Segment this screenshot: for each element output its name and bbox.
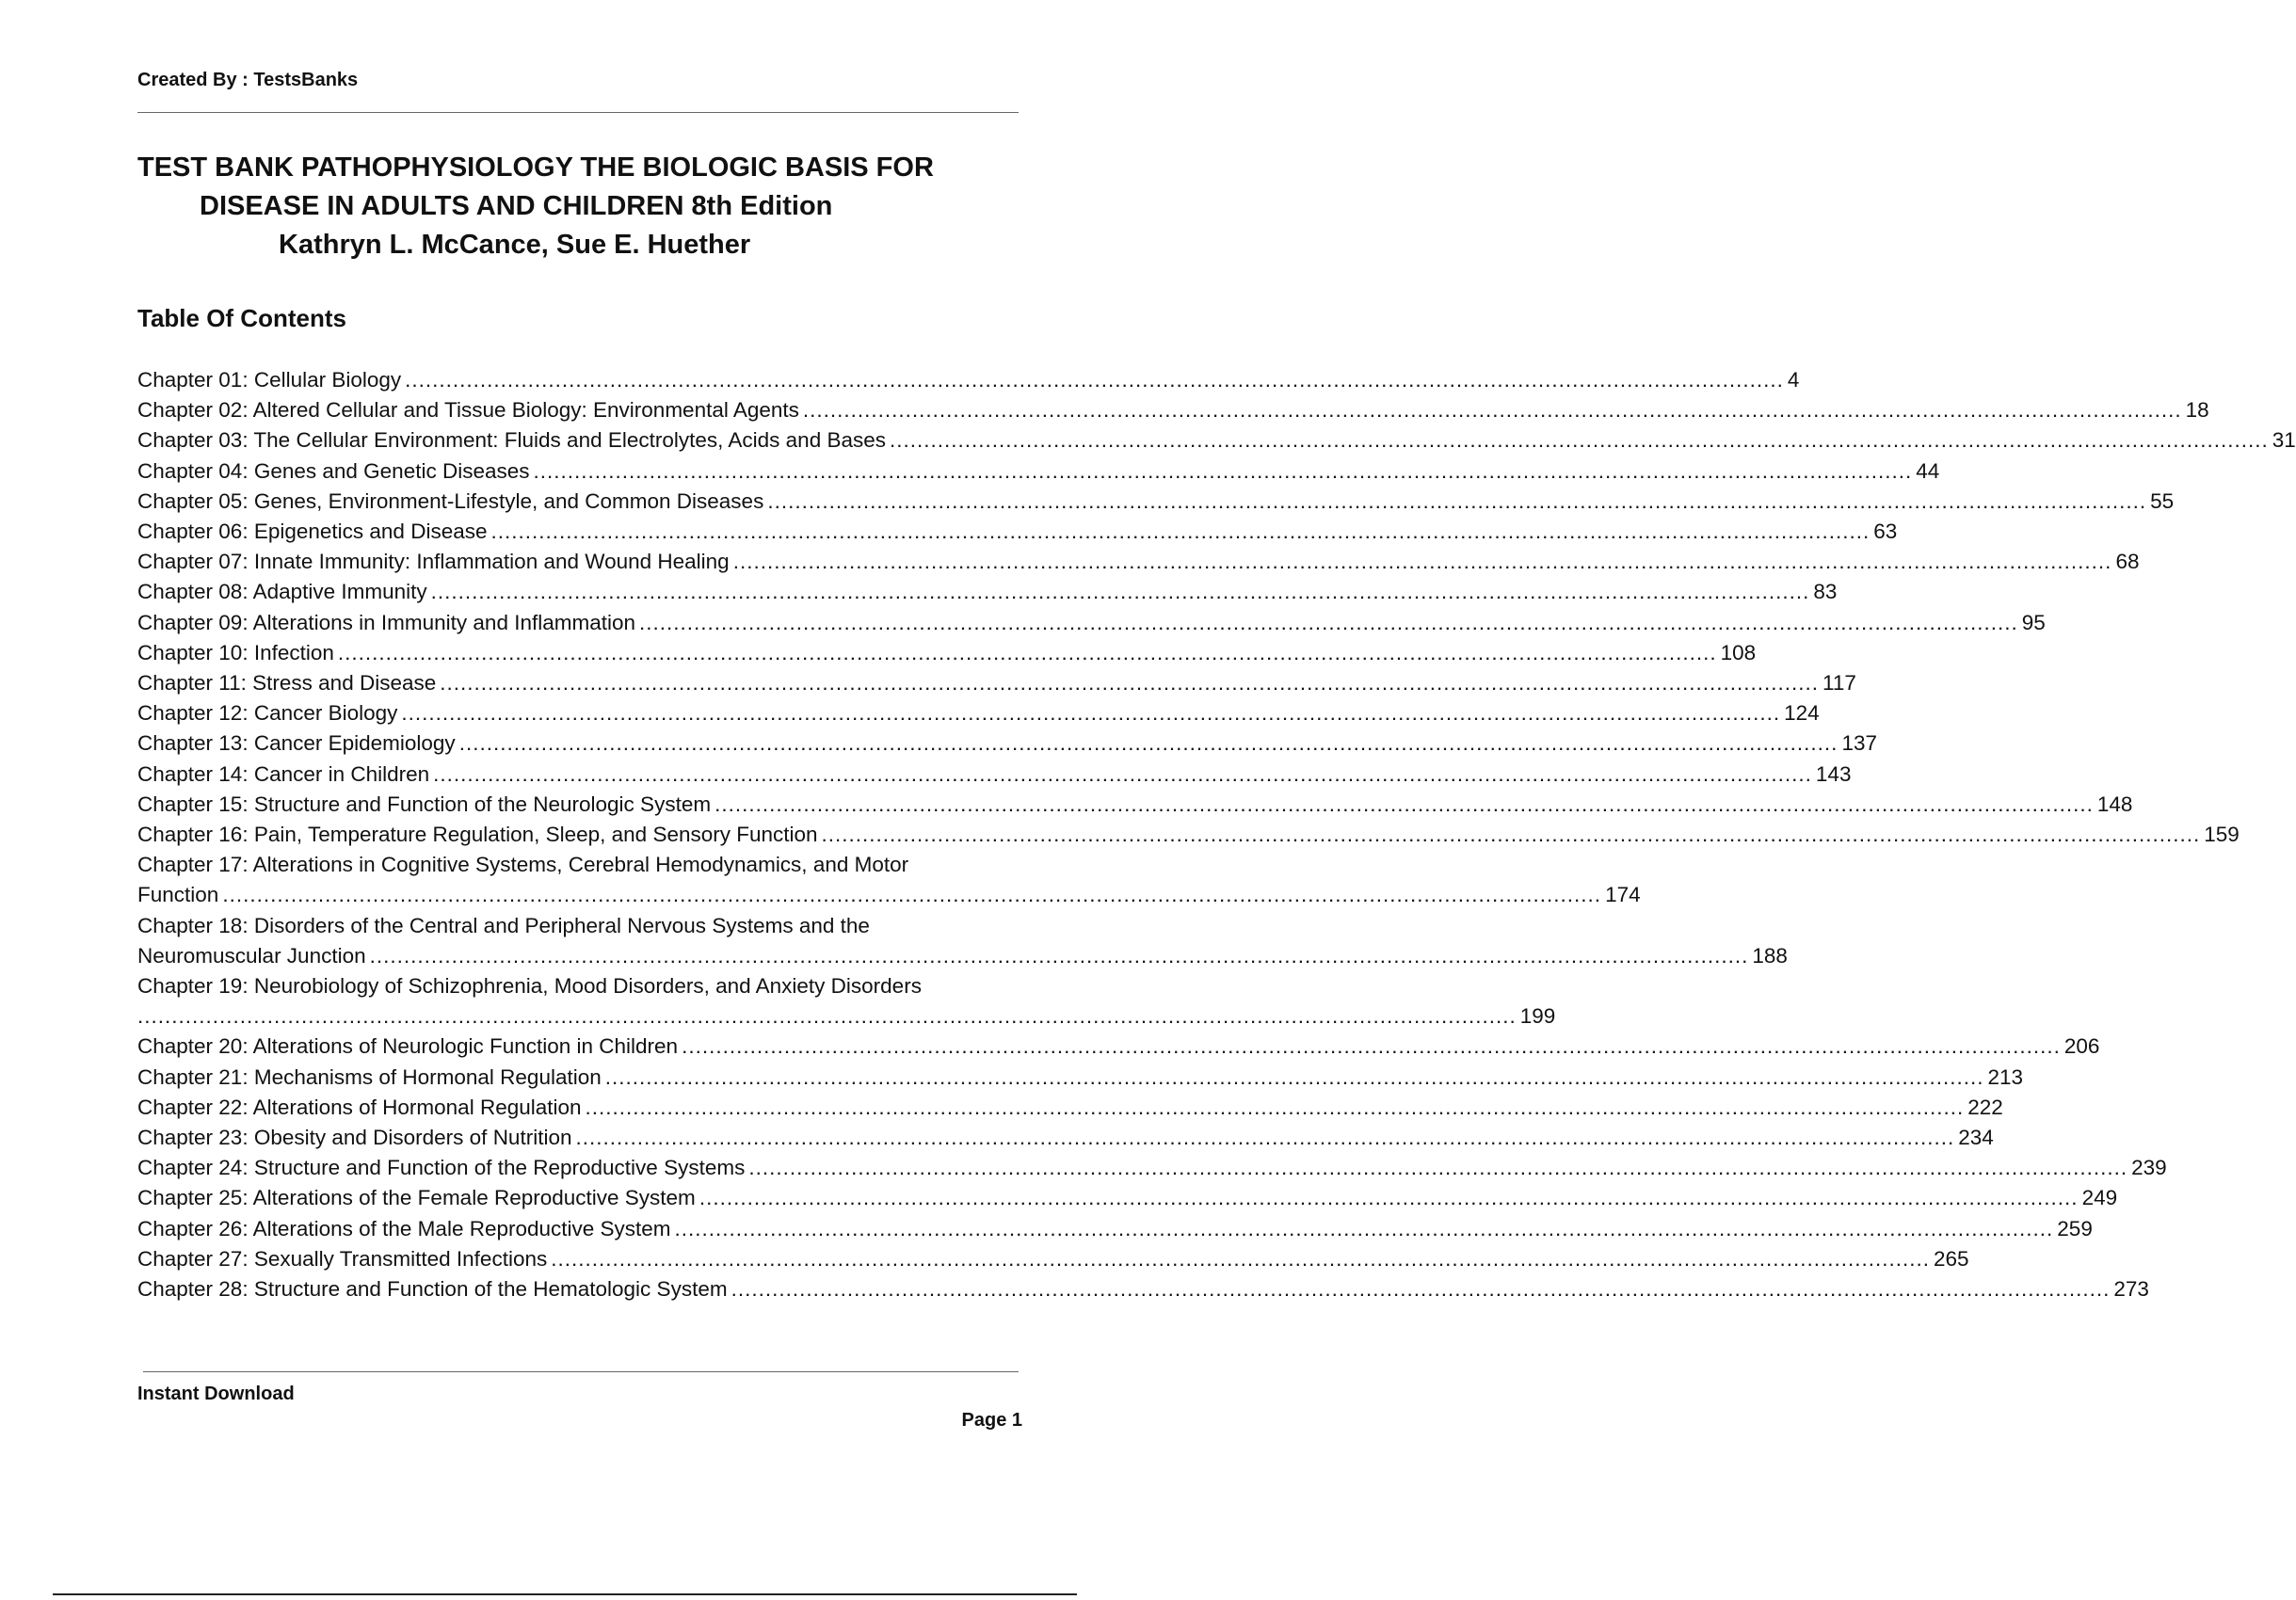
toc-page-number: 199 — [1519, 1004, 1556, 1029]
toc-page-number: 44 — [1916, 458, 1940, 483]
toc-entry-label: Chapter 16: Pain, Temperature Regulation, Sleep, and Sensory Function — [137, 823, 818, 847]
toc-page-number: 4 — [1787, 368, 1800, 392]
toc-leader-dots: .......................................................................................................................................................................................................... — [674, 1216, 2054, 1240]
toc-page-number: 68 — [2115, 550, 2140, 574]
toc-leader-dots: .......................................................................................................................................................................................................... — [433, 761, 1812, 786]
title-line-1: TEST BANK PATHOPHYSIOLOGY THE BIOLOGIC BASIS FOR — [137, 152, 934, 183]
toc-page-number: 174 — [1605, 883, 1641, 907]
toc-entry-label: Chapter 13: Cancer Epidemiology — [137, 731, 456, 756]
toc-leader-dots: .......................................................................................................................................................................................................... — [369, 943, 1749, 968]
toc-page-number: 265 — [1933, 1246, 1969, 1271]
toc-page-number: 249 — [2081, 1186, 2118, 1210]
toc-leader-dots: .......................................................................................................................................................................................................... — [585, 1095, 1965, 1119]
toc-page-number: 222 — [1967, 1095, 2003, 1119]
toc-page-number: 124 — [1784, 701, 1820, 726]
toc-entry-label: Chapter 05: Genes, Environment-Lifestyle, and Common Diseases — [137, 488, 764, 513]
toc-entry[interactable] — [137, 577, 1838, 607]
toc-leader-dots: .......................................................................................................................................................................................................... — [430, 580, 1810, 604]
toc-entry[interactable] — [137, 1274, 2149, 1304]
document-title — [137, 149, 1041, 264]
toc-page-number: 159 — [2204, 823, 2240, 847]
toc-page-number: 31 — [2272, 428, 2296, 453]
toc-leader-dots: .......................................................................................................................................................................................................... — [337, 640, 1717, 664]
toc-page-number: 188 — [1752, 943, 1788, 968]
page-bottom-edge — [53, 1593, 1077, 1595]
toc-entry-label: Chapter 03: The Cellular Environment: Fluids and Electrolytes, Acids and Bases — [137, 428, 886, 453]
toc-page-number: 148 — [2096, 792, 2133, 816]
toc-entry[interactable] — [137, 728, 1877, 759]
toc-entry-label: Chapter 28: Structure and Function of the Hematologic System — [137, 1277, 728, 1302]
toc-entry-label: Chapter 09: Alterations in Immunity and Inflammation — [137, 610, 636, 634]
toc-page-number: 137 — [1841, 731, 1877, 756]
toc-leader-dots: .......................................................................................................................................................................................................... — [551, 1246, 1930, 1271]
toc-entry[interactable] — [137, 790, 2133, 820]
toc-entry[interactable] — [137, 1093, 2003, 1123]
toc-entry[interactable] — [137, 1123, 1994, 1153]
toc-entry[interactable] — [137, 971, 1556, 1032]
toc-entry[interactable] — [137, 1244, 1969, 1274]
toc-entry[interactable] — [137, 547, 2140, 577]
toc-entry[interactable] — [137, 820, 2240, 850]
toc-entry-label: Chapter 25: Alterations of the Female Reproductive System — [137, 1186, 696, 1210]
toc-entry-label-continued: Function — [137, 883, 219, 907]
toc-entry[interactable] — [137, 395, 2209, 425]
toc-page-number: 234 — [1958, 1126, 1994, 1150]
toc-entry-label-continued: Neuromuscular Junction — [137, 943, 366, 968]
toc-entry[interactable] — [137, 365, 1800, 395]
toc-leader-dots: .......................................................................................................................................................................................................... — [731, 1277, 2111, 1302]
toc-entry-label: Chapter 17: Alterations in Cognitive Systems, Cerebral Hemodynamics, and Motor — [137, 853, 909, 877]
toc-entry[interactable] — [137, 456, 1940, 487]
toc-entry-label: Chapter 24: Structure and Function of the Reproductive Systems — [137, 1156, 746, 1180]
toc-entry-label: Chapter 11: Stress and Disease — [137, 671, 437, 696]
toc-entry[interactable] — [137, 608, 2046, 638]
toc-page-number: 239 — [2131, 1156, 2167, 1180]
toc-page-number: 117 — [1822, 671, 1856, 696]
toc-entry[interactable] — [137, 1183, 2118, 1213]
toc-leader-dots: .......................................................................................................................................................................................................... — [767, 488, 2147, 513]
toc-entry-label: Chapter 20: Alterations of Neurologic Function in Children — [137, 1034, 679, 1059]
toc-entry[interactable] — [137, 517, 1898, 547]
toc-page-number: 273 — [2113, 1277, 2149, 1302]
toc-page-number: 63 — [1873, 520, 1898, 544]
footer-divider — [143, 1371, 1019, 1372]
toc-entry[interactable] — [137, 760, 1852, 790]
toc-leader-dots: .......................................................................................................................................................................................................... — [137, 1004, 1517, 1029]
toc-entry-label: Chapter 26: Alterations of the Male Reproductive System — [137, 1216, 671, 1240]
toc-entry[interactable] — [137, 698, 1820, 728]
page-number: Page 1 — [961, 1410, 1022, 1431]
toc-entry-label: Chapter 15: Structure and Function of the Neurologic System — [137, 792, 712, 816]
toc-entry-label: Chapter 19: Neurobiology of Schizophrenia, Mood Disorders, and Anxiety Disorders — [137, 974, 922, 999]
toc-entry[interactable] — [137, 425, 2296, 456]
toc-leader-dots: .......................................................................................................................................................................................................... — [682, 1034, 2061, 1059]
toc-entry-label: Chapter 07: Innate Immunity: Inflammation and Wound Healing — [137, 550, 730, 574]
toc-page-number: 206 — [2063, 1034, 2100, 1059]
toc-entry[interactable] — [137, 487, 2175, 517]
toc-page-number: 259 — [2057, 1216, 2093, 1240]
toc-page-number: 143 — [1815, 761, 1852, 786]
header-divider — [137, 112, 1019, 113]
toc-entry-label: Chapter 04: Genes and Genetic Diseases — [137, 458, 530, 483]
toc-leader-dots: .......................................................................................................................................................................................................... — [732, 550, 2112, 574]
toc-entry-label: Chapter 08: Adaptive Immunity — [137, 580, 427, 604]
toc-entry-label: Chapter 06: Epigenetics and Disease — [137, 520, 488, 544]
toc-entry-continuation — [137, 941, 1788, 971]
toc-page-number: 213 — [1987, 1064, 2024, 1089]
title-line-2: DISEASE IN ADULTS AND CHILDREN 8th Edition — [200, 191, 833, 221]
footer-instant-download: Instant Download — [137, 1384, 295, 1404]
toc-heading: Table Of Contents — [137, 304, 346, 332]
toc-entry-label: Chapter 23: Obesity and Disorders of Nutrition — [137, 1126, 572, 1150]
toc-leader-dots: .......................................................................................................................................................................................................... — [714, 792, 2094, 816]
toc-leader-dots: .......................................................................................................................................................................................................... — [821, 823, 2201, 847]
toc-leader-dots: .......................................................................................................................................................................................................... — [575, 1126, 1955, 1150]
toc-entry-label: Chapter 27: Sexually Transmitted Infections — [137, 1246, 548, 1271]
toc-entry-continuation — [137, 1001, 1556, 1032]
toc-leader-dots: .......................................................................................................................................................................................................... — [604, 1064, 1984, 1089]
toc-entry[interactable] — [137, 911, 1788, 971]
toc-entry-label: Chapter 22: Alterations of Hormonal Regulation — [137, 1095, 582, 1119]
toc-entry[interactable] — [137, 1214, 2093, 1244]
toc-leader-dots: .......................................................................................................................................................................................................... — [698, 1186, 2079, 1210]
toc-leader-dots: .......................................................................................................................................................................................................... — [802, 398, 2182, 423]
toc-page-number: 95 — [2021, 610, 2046, 634]
toc-entry-continuation — [137, 880, 1641, 910]
toc-entry[interactable] — [137, 1153, 2167, 1183]
title-authors: Kathryn L. McCance, Sue E. Huether — [279, 230, 751, 260]
toc-entry-label: Chapter 01: Cellular Biology — [137, 368, 402, 392]
toc-page-number: 18 — [2185, 398, 2209, 423]
toc-page-number: 55 — [2150, 488, 2175, 513]
toc-entry[interactable] — [137, 638, 1757, 668]
toc-leader-dots: .......................................................................................................................................................................................................... — [533, 458, 1913, 483]
toc-leader-dots: .......................................................................................................................................................................................................... — [405, 368, 1784, 392]
header-created-by: Created By : TestsBanks — [137, 70, 359, 90]
toc-leader-dots: .......................................................................................................................................................................................................... — [222, 883, 1602, 907]
toc-leader-dots: .......................................................................................................................................................................................................... — [890, 428, 2269, 453]
toc-leader-dots: .......................................................................................................................................................................................................... — [748, 1156, 2128, 1180]
toc-entry[interactable] — [137, 1032, 2100, 1062]
toc-leader-dots: .......................................................................................................................................................................................................... — [639, 610, 2018, 634]
toc-leader-dots: .......................................................................................................................................................................................................... — [401, 701, 1781, 726]
toc-page-number: 108 — [1720, 640, 1757, 664]
toc-leader-dots: .......................................................................................................................................................................................................... — [490, 520, 1871, 544]
table-of-contents — [137, 365, 2296, 1304]
toc-entry-label: Chapter 21: Mechanisms of Hormonal Regulation — [137, 1064, 602, 1089]
toc-entry-label: Chapter 18: Disorders of the Central and Peripheral Nervous Systems and the — [137, 913, 870, 937]
toc-entry-label: Chapter 02: Altered Cellular and Tissue Biology: Environmental Agents — [137, 398, 799, 423]
toc-leader-dots: .......................................................................................................................................................................................................... — [458, 731, 1838, 756]
toc-entry[interactable] — [137, 668, 1856, 698]
toc-entry-label: Chapter 14: Cancer in Children — [137, 761, 430, 786]
toc-entry-label: Chapter 12: Cancer Biology — [137, 701, 398, 726]
toc-entry-label: Chapter 10: Infection — [137, 640, 334, 664]
toc-page-number: 83 — [1813, 580, 1838, 604]
toc-entry[interactable] — [137, 850, 1641, 910]
toc-entry[interactable] — [137, 1063, 2024, 1093]
toc-leader-dots: .......................................................................................................................................................................................................... — [440, 671, 1820, 696]
